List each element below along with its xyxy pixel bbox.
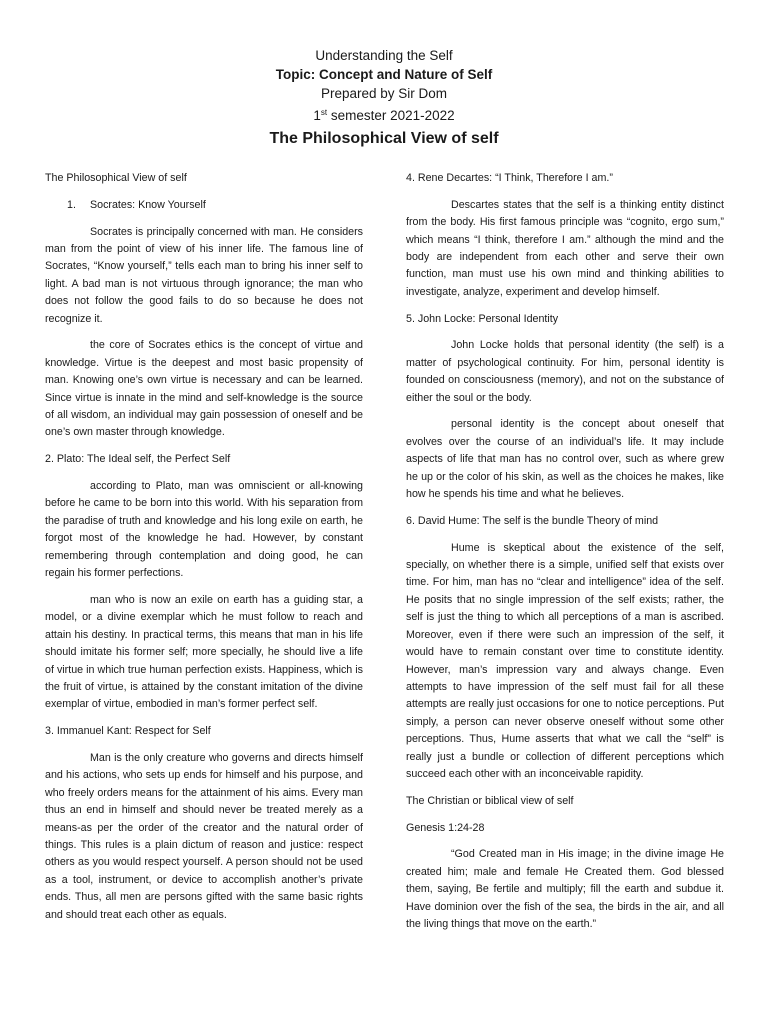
main-title: The Philosophical View of self xyxy=(269,130,499,147)
socrates-number: 1. xyxy=(67,198,76,211)
plato-paragraph-1: according to Plato, man was omniscient or all-knowing before he came to be born into this world. With his separation from the paradise of truth and knowledge and his long exile on earth, he forgot most of the knowledge he had. However, by constant remembering through contemplation and doing good, he can regain his former perfections. xyxy=(45,480,363,580)
socrates-title: Socrates: Know Yourself xyxy=(90,198,206,211)
plato-heading: 2. Plato: The Ideal self, the Perfect Self xyxy=(45,453,231,466)
locke-paragraph-2: personal identity is the concept about oneself that evolves over the course of an individual’s life. It may include aspects of life that man has no control over, such as where grew he up or the color of his skin, as well as the choices he makes, like how he spends his time and what he believes. xyxy=(406,418,724,501)
topic-title: Topic: Concept and Nature of Self xyxy=(275,67,493,82)
semester-text: semester 2021-2022 xyxy=(327,108,455,123)
kant-paragraph-1: Man is the only creature who governs and directs himself and his actions, who sets up ends for himself and his purpose, and who freely orders means for the attainment of his aims. Every man thus an end in himself and should never be treated merely as a means-as per the order of the creator and the natural order of things. This rules is a plain dictum of reason and justice: respect others as you would respect yourself. A person should not be used as a tool, instrument, or device to accomplish another’s private ends. Thus, all men are persons gifted with the same basic rights and should treat each other as equals. xyxy=(45,751,363,921)
document-header xyxy=(0,46,768,148)
socrates-heading xyxy=(45,197,363,214)
descartes-paragraph-1: Descartes states that the self is a thinking entity distinct from the body. His first famous principle was “cognito, ergo sum,” which means “I think, therefore I am.” although the mind and the body are independent from each other and serve their own function, man must use his own mind and thinking abilities to investigate, analyze, experiment and develop himself. xyxy=(406,198,724,298)
christian-view-heading: The Christian or biblical view of self xyxy=(406,794,574,807)
hume-heading: 6. David Hume: The self is the bundle Theory of mind xyxy=(406,514,659,527)
locke-heading: 5. John Locke: Personal Identity xyxy=(406,312,559,325)
right-column xyxy=(406,170,724,943)
genesis-quote: “God Created man in His image; in the divine image He created him; male and female He Created them. God blessed them, saying, Be fertile and multiply; fill the earth and subdue it. Have dominion over the fish of the sea, the birds in the air, and all the living things that move on the earth.” xyxy=(406,848,724,930)
socrates-paragraph-1: Socrates is principally concerned with man. He considers man from the point of view of his inner life. The famous line of Socrates, “Know yourself,” tells each man to bring his inner self to light. A bad man is not virtuous through ignorance; the man who does not follow the good fails to do so because he does not recognize it. xyxy=(45,225,363,325)
hume-paragraph-1: Hume is skeptical about the existence of the self, specially, on whether there is a simple, unified self that exists over time. For him, man has no “clear and intelligence” idea of the self. He posits that no single impression of the self exists; rather, the self is just the thing to which all perceptions of a man is ascribed. Moreover, even if there were such an impression of the self, it would have to remain constant over time to constitute identity. However, man’s impression vary and always change. Even attempts to have impression of the self must fail for all these attempts are really just occasions for one to notice perceptions. Put simply, a person can never observe oneself without some other perceptions. Thus, Hume asserts that what we call the “self” is really just a bundle or collection of different perceptions which succeed each other with an inconceivable rapidity. xyxy=(406,541,724,780)
descartes-heading: 4. Rene Decartes: “I Think, Therefore I am.” xyxy=(406,172,613,184)
course-title: Understanding the Self xyxy=(315,48,453,63)
semester-line xyxy=(0,103,768,125)
locke-paragraph-1: John Locke holds that personal identity (the self) is a matter of psychological continuity. For him, personal identity is founded on consciousness (memory), and not on the substance of either the soul or the body. xyxy=(406,339,724,404)
socrates-paragraph-2: the core of Socrates ethics is the concept of virtue and knowledge. Virtue is the deepest and most basic propensity of man. Knowing one’s own virtue is necessary and can be learned. Since virtue is innate in the mind and self-knowledge is the source of all wisdom, an individual may gain possession of oneself and be one’s own master through knowledge. xyxy=(45,339,363,439)
section-heading: The Philosophical View of self xyxy=(45,172,187,184)
genesis-reference: Genesis 1:24-28 xyxy=(406,821,485,834)
plato-paragraph-2: man who is now an exile on earth has a guiding star, a model, or a divine exemplar which he must follow to reach and attain his destiny. In practical terms, this means that man in his life should imitate his former self; more specially, he should live a life of virtue in which true human perfection exists. Happiness, which is the fruit of virtue, is attained by the constant imitation of the divine exemplar of virtue, embodied in man’s former perfect self. xyxy=(45,593,363,711)
semester-ordinal: st xyxy=(320,108,328,117)
semester-number: 1 xyxy=(313,108,321,123)
left-column xyxy=(45,170,363,933)
kant-heading: 3. Immanuel Kant: Respect for Self xyxy=(45,725,211,738)
prepared-by: Prepared by Sir Dom xyxy=(320,86,448,101)
